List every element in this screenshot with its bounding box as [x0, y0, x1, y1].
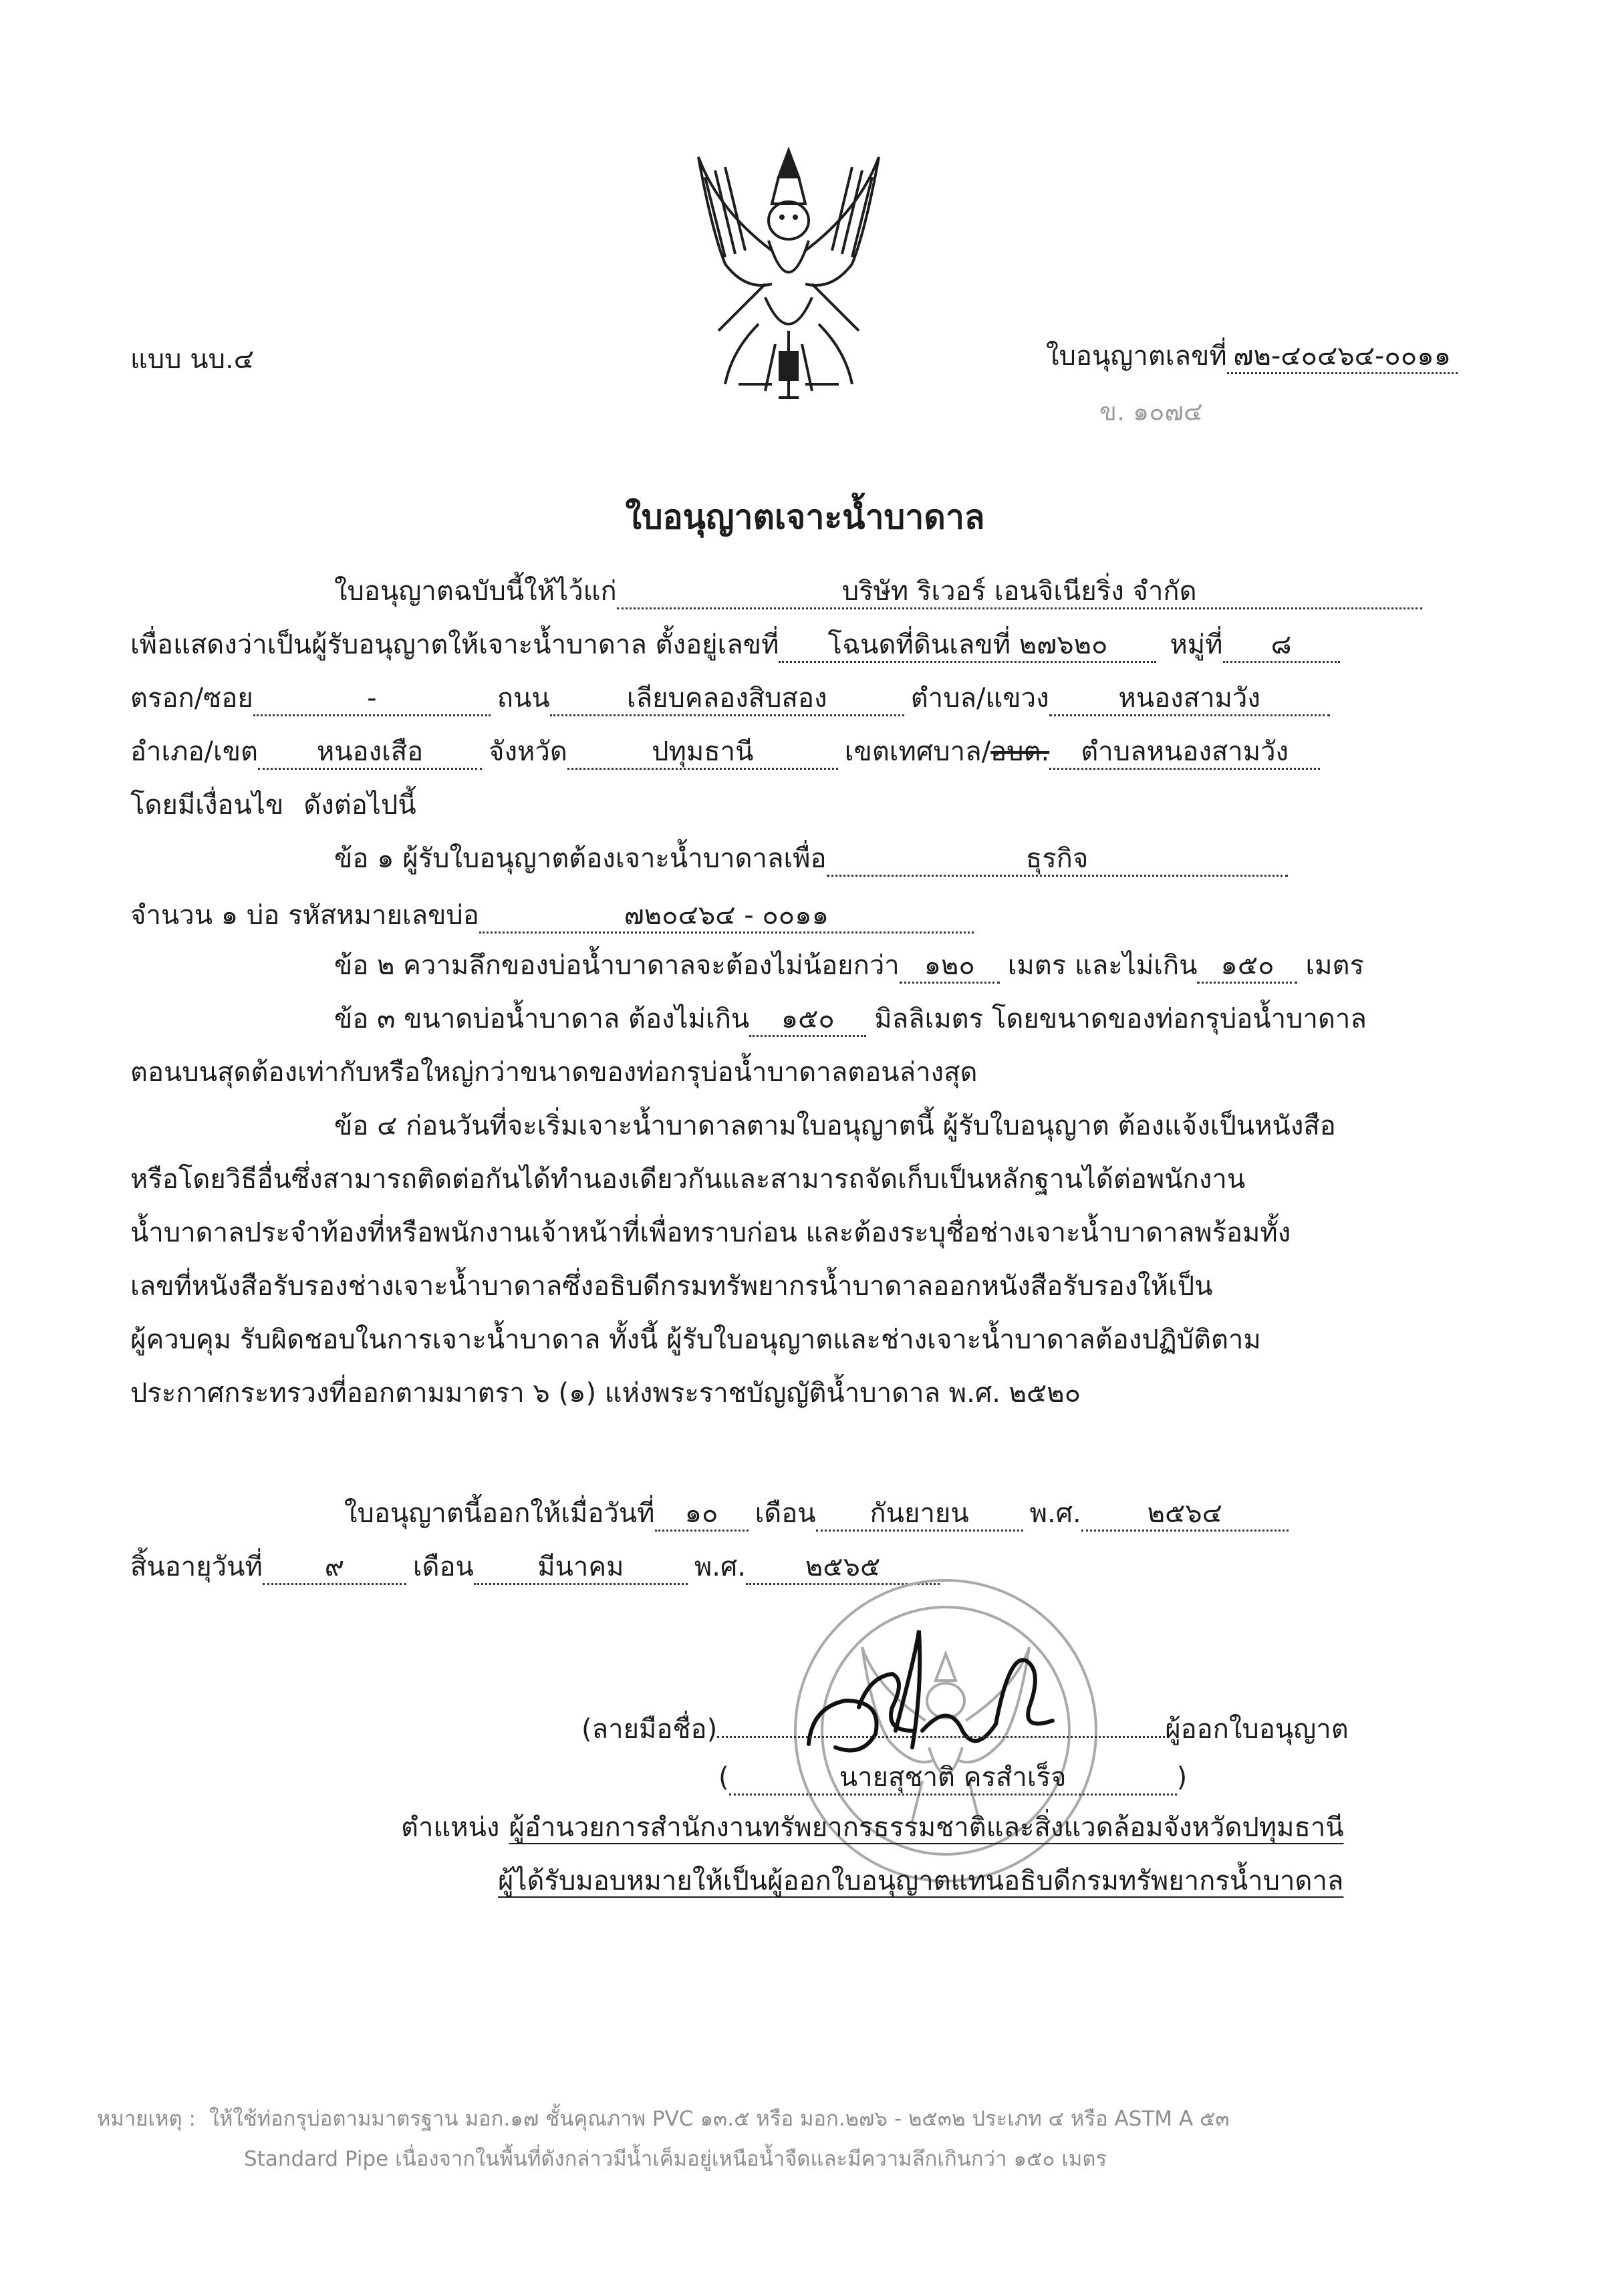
condition-1-purpose: ธุรกิจ	[827, 843, 1288, 877]
address-row	[130, 625, 1340, 665]
signer-name: นายสุชาติ ครสำเร็จ	[729, 1761, 1177, 1796]
conditions-tail: ดังต่อไปนี้	[303, 790, 416, 821]
expiry-day: ๙	[263, 1551, 406, 1585]
moo-label: หมู่ที่	[1170, 629, 1223, 660]
note-label: หมายเหตุ :	[97, 2107, 196, 2131]
issue-day: ๑๐	[655, 1497, 749, 1532]
well-code: ๗๒๐๔๖๔ - ๐๐๑๑	[479, 899, 974, 934]
expiry-month-label: เดือน	[412, 1552, 474, 1582]
district-value: หนองเสือ	[258, 736, 482, 770]
expiry-year: ๒๕๖๕	[746, 1551, 940, 1585]
condition-4-line-5: ผู้ควบคุม รับผิดชอบในการเจาะน้ำบาดาล ทั้งนี้ ผู้รับใบอนุญาตและช่างเจาะน้ำบาดาลต้องปฏิบัติตาม	[130, 1324, 1261, 1355]
district-label: อำเภอ/เขต	[130, 736, 259, 767]
condition-1-row	[334, 839, 1288, 879]
well-count-text: จำนวน ๑ บ่อ รหัสหมายเลขบ่อ	[130, 900, 479, 931]
condition-2-text: ข้อ ๒ ความลึกของบ่อน้ำบาดาลจะต้องไม่น้อยกว่า	[334, 950, 900, 981]
signer-row	[718, 1757, 1187, 1798]
expiry-date-label: สิ้นอายุวันที่	[130, 1552, 263, 1582]
issue-month-label: เดือน	[755, 1498, 816, 1529]
expiry-month: มีนาคม	[474, 1551, 688, 1585]
expiry-year-label: พ.ศ.	[694, 1552, 747, 1582]
conditions-label: โดยมีเงื่อนไข	[130, 790, 284, 821]
signature-row	[581, 1704, 1349, 1744]
municipality-label: เขตเทศบาล/	[844, 736, 991, 767]
delegation-text: ผู้ได้รับมอบหมายให้เป็นผู้ออกใบอนุญาตแทนอธิบดีกรมทรัพยากรน้ำบาดาล	[498, 1866, 1344, 1896]
soi-value: -	[253, 682, 491, 716]
issue-month: กันยายน	[816, 1497, 1023, 1532]
holder-label: ใบอนุญาตฉบับนี้ให้ไว้แก่	[334, 576, 617, 607]
subdistrict-value: หนองสามวัง	[1049, 682, 1330, 716]
province-value: ปทุมธานี	[567, 736, 838, 770]
license-number: ๗๒-๔๐๔๖๔-๐๐๑๑	[1227, 340, 1458, 374]
holder-name: บริษัท ริเวอร์ เอนจิเนียริ่ง จำกัด	[617, 575, 1422, 609]
position-value: ผู้อำนวยการสำนักงานทรัพยากรธรรมชาติและสิ่งแวดล้อมจังหวัดปทุมธานี	[509, 1812, 1344, 1843]
address-number: โฉนดที่ดินเลขที่ ๒๗๖๒๐	[779, 629, 1156, 663]
municipality-value: ตำบลหนองสามวัง	[1049, 736, 1320, 770]
condition-2-mid: เมตร และไม่เกิน	[1007, 950, 1198, 981]
license-number-row	[1046, 334, 1458, 377]
position-label: ตำแหน่ง	[401, 1812, 500, 1843]
condition-4-line-6: ประกาศกระทรวงที่ออกตามมาตรา ๖ (๑) แห่งพระราชบัญญัติน้ำบาดาล พ.ศ. ๒๕๒๐	[130, 1378, 1081, 1409]
condition-2-unit: เมตร	[1305, 950, 1364, 981]
moo-value: ๘	[1223, 629, 1340, 663]
signature-label: (ลายมือชื่อ)	[581, 1714, 718, 1745]
note-line-1	[97, 2102, 1230, 2135]
well-code-row	[130, 895, 974, 936]
province-label: จังหวัด	[489, 736, 567, 767]
municipality-label-struck: อบต.	[990, 736, 1050, 767]
signature-line	[717, 1704, 1165, 1738]
subdistrict-label: ตำบล/แขวง	[910, 683, 1049, 714]
condition-4-line-4: เลขที่หนังสือรับรองช่างเจาะน้ำบาดาลซึ่งอธิบดีกรมทรัพยากรน้ำบาดาลออกหนังสือรับรองให้เป็น	[130, 1271, 1213, 1302]
condition-3-row	[334, 999, 1367, 1039]
holder-row	[334, 571, 1422, 611]
signature	[795, 1614, 1076, 1767]
road-label: ถนน	[497, 683, 550, 714]
paren-close: )	[1176, 1762, 1188, 1793]
license-number-label: ใบอนุญาตเลขที่	[1046, 341, 1227, 372]
issuer-label: ผู้ออกใบอนุญาต	[1165, 1714, 1349, 1745]
stamp-reference: ข. ๑๐๗๔	[1099, 397, 1203, 426]
paren-open: (	[718, 1762, 729, 1793]
condition-4-line-1: ข้อ ๔ ก่อนวันที่จะเริ่มเจาะน้ำบาดาลตามใบอนุญาตนี้ ผู้รับใบอนุญาต ต้องแจ้งเป็นหนังสือ	[334, 1111, 1336, 1141]
issue-date-label: ใบอนุญาตนี้ออกให้เมื่อวันที่	[344, 1498, 655, 1529]
conditions-row	[130, 785, 416, 825]
issue-year-label: พ.ศ.	[1029, 1498, 1081, 1529]
condition-2-min: ๑๒๐	[900, 950, 1000, 984]
condition-2-max: ๑๕๐	[1197, 950, 1297, 984]
soi-label: ตรอก/ซอย	[130, 683, 253, 714]
address-label: เพื่อแสดงว่าเป็นผู้รับอนุญาตให้เจาะน้ำบาดาล ตั้งอยู่เลขที่	[130, 629, 779, 660]
condition-3-tail: มิลลิเมตร โดยขนาดของท่อกรุบ่อน้ำบาดาล	[874, 1004, 1367, 1034]
garuda-emblem	[678, 130, 899, 411]
condition-1-text: ข้อ ๑ ผู้รับใบอนุญาตต้องเจาะน้ำบาดาลเพื่อ	[334, 843, 827, 874]
district-row	[130, 732, 1320, 772]
issue-year: ๒๕๖๔	[1081, 1497, 1289, 1532]
note-line-2: Standard Pipe เนื่องจากในพื้นที่ดังกล่าวมีน้ำเค็มอยู่เหนือน้ำจืดและมีความลึกเกินกว่า ๑๕๐ เมตร	[244, 2147, 1107, 2171]
condition-2-row	[334, 946, 1364, 986]
note-text-1: ให้ใช้ท่อกรุบ่อตามมาตรฐาน มอก.๑๗ ชั้นคุณภาพ PVC ๑๓.๕ หรือ มอก.๒๗๖ - ๒๕๓๒ ประเภท ๔ หรือ ASTM A ๕๓	[209, 2107, 1230, 2131]
condition-3-text: ข้อ ๓ ขนาดบ่อน้ำบาดาล ต้องไม่เกิน	[334, 1004, 750, 1034]
document-title: ใบอนุญาตเจาะน้ำบาดาล	[625, 498, 985, 537]
condition-3-line-2: ตอนบนสุดต้องเท่ากับหรือใหญ่กว่าขนาดของท่อกรุบ่อน้ำบาดาลตอนล่างสุด	[130, 1057, 978, 1088]
condition-4-line-3: น้ำบาดาลประจำท้องที่หรือพนักงานเจ้าหน้าที่เพื่อทราบก่อน และต้องระบุชื่อช่างเจาะน้ำบาดาลพร้อมทั้ง	[130, 1217, 1291, 1248]
issue-date-row	[344, 1493, 1289, 1534]
position-row	[401, 1808, 1344, 1848]
condition-3-size: ๑๕๐	[749, 1003, 866, 1037]
soi-row	[130, 678, 1330, 718]
form-code: แบบ นบ.๔	[130, 344, 254, 375]
road-value: เลียบคลองสิบสอง	[550, 682, 904, 716]
condition-4-line-2: หรือโดยวิธีอื่นซึ่งสามารถติดต่อกันได้ทำนองเดียวกันและสามารถจัดเก็บเป็นหลักฐานได้ต่อพนักงาน	[130, 1164, 1246, 1195]
